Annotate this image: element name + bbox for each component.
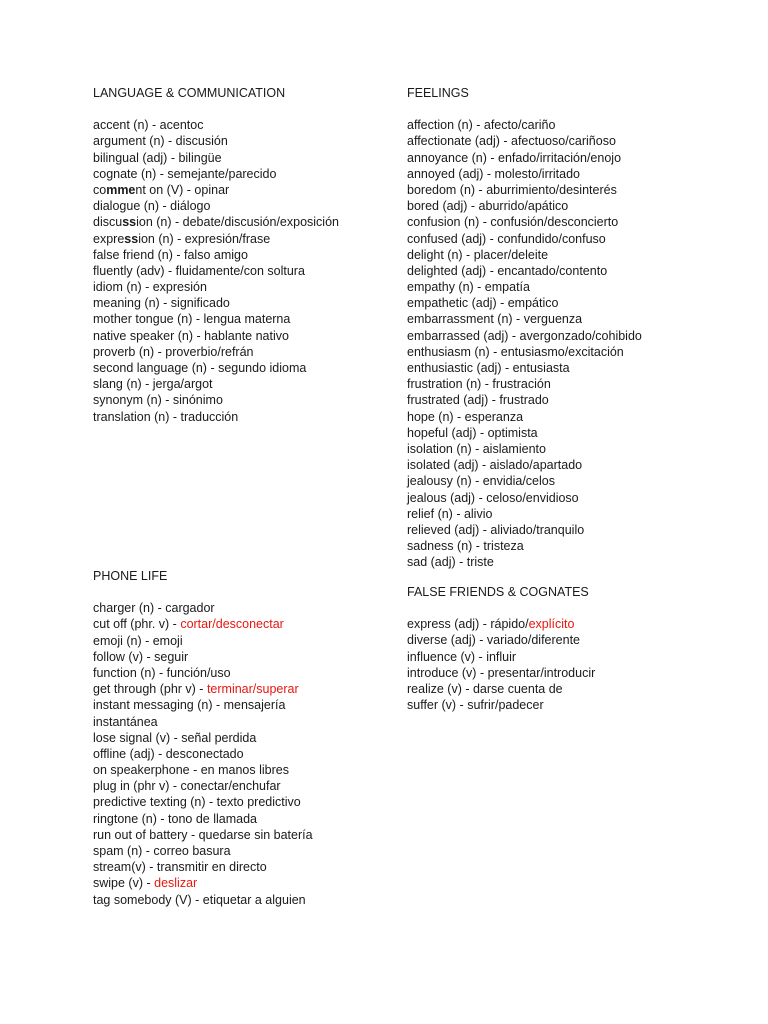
vocab-entry bbox=[407, 697, 737, 713]
highlighted-translation: terminar/superar bbox=[206, 682, 299, 697]
vocab-list bbox=[93, 117, 393, 425]
vocab-entry: cognate (n) - semejante/parecido bbox=[93, 166, 277, 181]
vocab-entry: slang (n) - jerga/argot bbox=[93, 377, 213, 392]
vocab-entry: hope (n) - esperanza bbox=[407, 409, 524, 424]
entry-text: emoji (n) - emoji bbox=[93, 633, 183, 648]
entry-text: tag somebody (V) - etiquetar a alguien bbox=[93, 892, 306, 907]
entry-text: function (n) - función/uso bbox=[93, 665, 231, 680]
feelings-section bbox=[407, 85, 737, 570]
vocab-entry bbox=[407, 681, 737, 697]
vocab-entry: delighted (adj) - encantado/contento bbox=[407, 263, 608, 278]
vocab-entry bbox=[93, 681, 393, 697]
section-heading: PHONE LIFE bbox=[93, 569, 168, 583]
entry-text: instantánea bbox=[93, 714, 158, 729]
vocab-entry bbox=[93, 762, 393, 778]
entry-text: influence (v) - influir bbox=[407, 649, 517, 664]
vocab-entry bbox=[93, 859, 393, 875]
section-heading: FEELINGS bbox=[407, 86, 469, 100]
vocab-entry: fluently (adv) - fluidamente/con soltura bbox=[93, 263, 305, 278]
vocab-entry: isolated (adj) - aislado/apartado bbox=[407, 458, 583, 473]
vocab-entry: native speaker (n) - hablante nativo bbox=[93, 328, 289, 343]
vocab-entry: meaning (n) - significado bbox=[93, 296, 230, 311]
vocab-entry bbox=[93, 827, 393, 843]
entry-text: introduce (v) - presentar/introducir bbox=[407, 665, 596, 680]
vocab-entry bbox=[407, 632, 737, 648]
vocab-entry: argument (n) - discusión bbox=[93, 134, 228, 149]
vocab-entry: false friend (n) - falso amigo bbox=[93, 247, 248, 262]
vocab-entry: relieved (adj) - aliviado/tranquilo bbox=[407, 522, 585, 537]
vocab-entry: delight (n) - placer/deleite bbox=[407, 247, 549, 262]
vocab-entry: comment on (V) - opinar bbox=[93, 182, 230, 197]
vocab-entry: affection (n) - afecto/cariño bbox=[407, 118, 556, 133]
phone-life-section bbox=[93, 568, 393, 908]
vocab-entry: frustrated (adj) - frustrado bbox=[407, 393, 549, 408]
vocab-entry: proverb (n) - proverbio/refrán bbox=[93, 344, 254, 359]
vocab-entry: isolation (n) - aislamiento bbox=[407, 441, 546, 456]
vocab-entry: relief (n) - alivio bbox=[407, 506, 493, 521]
vocab-entry: mother tongue (n) - lengua materna bbox=[93, 312, 291, 327]
entry-text: suffer (v) - sufrir/padecer bbox=[407, 698, 544, 713]
vocab-entry bbox=[93, 616, 393, 632]
entry-text: diverse (adj) - variado/diferente bbox=[407, 633, 580, 648]
vocab-entry: empathetic (adj) - empático bbox=[407, 296, 559, 311]
entry-text: plug in (phr v) - conectar/enchufar bbox=[93, 779, 281, 794]
vocab-entry: embarrassment (n) - verguenza bbox=[407, 312, 583, 327]
vocab-entry: second language (n) - segundo idioma bbox=[93, 361, 307, 375]
section-heading: LANGUAGE & COMMUNICATION bbox=[93, 86, 286, 100]
entry-text: predictive texting (n) - texto predictivo bbox=[93, 795, 301, 810]
entry-text: instant messaging (n) - mensajería bbox=[93, 698, 286, 713]
entry-text: on speakerphone - en manos libres bbox=[93, 763, 289, 778]
vocab-entry: bilingual (adj) - bilingüe bbox=[93, 150, 222, 165]
vocab-entry: enthusiastic (adj) - entusiasta bbox=[407, 361, 570, 375]
entry-text: lose signal (v) - señal perdida bbox=[93, 730, 257, 745]
vocab-entry: enthusiasm (n) - entusiasmo/excitación bbox=[407, 344, 624, 359]
vocab-entry: translation (n) - traducción bbox=[93, 409, 239, 424]
vocab-entry bbox=[93, 811, 393, 827]
vocab-entry bbox=[93, 649, 393, 665]
vocab-entry bbox=[93, 843, 393, 859]
vocab-entry bbox=[93, 665, 393, 681]
vocab-entry: expression (n) - expresión/frase bbox=[93, 231, 271, 246]
language-communication-section bbox=[93, 85, 393, 425]
vocab-entry bbox=[93, 794, 393, 810]
vocab-entry: annoyance (n) - enfado/irritación/enojo bbox=[407, 150, 622, 165]
emphasized-letters: mme bbox=[106, 182, 136, 197]
vocab-entry: hopeful (adj) - optimista bbox=[407, 425, 538, 440]
vocab-list bbox=[407, 117, 737, 570]
vocab-entry: frustration (n) - frustración bbox=[407, 377, 551, 392]
entry-text: ringtone (n) - tono de llamada bbox=[93, 811, 257, 826]
vocab-list bbox=[93, 600, 393, 908]
entry-text: swipe (v) - bbox=[93, 876, 155, 891]
entry-text: charger (n) - cargador bbox=[93, 601, 215, 616]
entry-text: run out of battery - quedarse sin batería bbox=[93, 827, 313, 842]
vocab-entry: embarrassed (adj) - avergonzado/cohibido bbox=[407, 328, 642, 343]
entry-text: follow (v) - seguir bbox=[93, 649, 189, 664]
vocab-entry: accent (n) - acentoc bbox=[93, 118, 204, 133]
highlighted-translation: cortar/desconectar bbox=[180, 617, 284, 632]
entry-text: stream(v) - transmitir en directo bbox=[93, 860, 267, 875]
vocab-entry: synonym (n) - sinónimo bbox=[93, 393, 223, 408]
entry-text: express (adj) - rápido/ bbox=[407, 617, 529, 632]
vocab-entry bbox=[93, 778, 393, 794]
vocab-entry: dialogue (n) - diálogo bbox=[93, 199, 211, 214]
vocab-entry bbox=[407, 665, 737, 681]
entry-text: spam (n) - correo basura bbox=[93, 844, 231, 858]
vocab-entry: bored (adj) - aburrido/apático bbox=[407, 199, 569, 214]
section-heading: FALSE FRIENDS & COGNATES bbox=[407, 585, 589, 599]
vocab-entry: confused (adj) - confundido/confuso bbox=[407, 231, 606, 246]
entry-text: offline (adj) - desconectado bbox=[93, 746, 244, 761]
vocab-entry: sad (adj) - triste bbox=[407, 555, 494, 570]
entry-text: cut off (phr. v) - bbox=[93, 617, 181, 632]
emphasized-letters: ss bbox=[122, 215, 137, 230]
vocab-entry: idiom (n) - expresión bbox=[93, 280, 207, 295]
vocab-entry bbox=[93, 697, 393, 713]
vocab-entry bbox=[407, 649, 737, 665]
vocab-entry bbox=[93, 730, 393, 746]
vocab-entry bbox=[93, 892, 393, 908]
vocab-entry: sadness (n) - tristeza bbox=[407, 539, 524, 554]
vocab-entry: annoyed (adj) - molesto/irritado bbox=[407, 166, 580, 181]
emphasized-letters: ss bbox=[124, 231, 139, 246]
vocab-entry: affectionate (adj) - afectuoso/cariñoso bbox=[407, 134, 616, 149]
vocab-entry bbox=[93, 746, 393, 762]
highlighted-translation: explícito bbox=[528, 617, 575, 632]
entry-text: realize (v) - darse cuenta de bbox=[407, 681, 563, 696]
vocab-entry bbox=[407, 616, 737, 632]
vocab-entry bbox=[93, 633, 393, 649]
entry-text: get through (phr v) - bbox=[93, 682, 207, 697]
vocab-entry: boredom (n) - aburrimiento/desinterés bbox=[407, 182, 617, 197]
vocab-entry: confusion (n) - confusión/desconcierto bbox=[407, 215, 619, 230]
vocab-entry bbox=[93, 600, 393, 616]
vocab-entry: empathy (n) - empatía bbox=[407, 280, 530, 295]
vocab-entry bbox=[93, 875, 393, 891]
vocab-list bbox=[407, 616, 737, 713]
vocab-entry: jealous (adj) - celoso/envidioso bbox=[407, 490, 579, 505]
highlighted-translation: deslizar bbox=[154, 876, 198, 891]
vocab-entry bbox=[93, 714, 393, 730]
vocab-entry: discussion (n) - debate/discusión/exposición bbox=[93, 215, 339, 230]
vocab-entry: jealousy (n) - envidia/celos bbox=[407, 474, 555, 489]
false-friends-section bbox=[407, 584, 737, 713]
